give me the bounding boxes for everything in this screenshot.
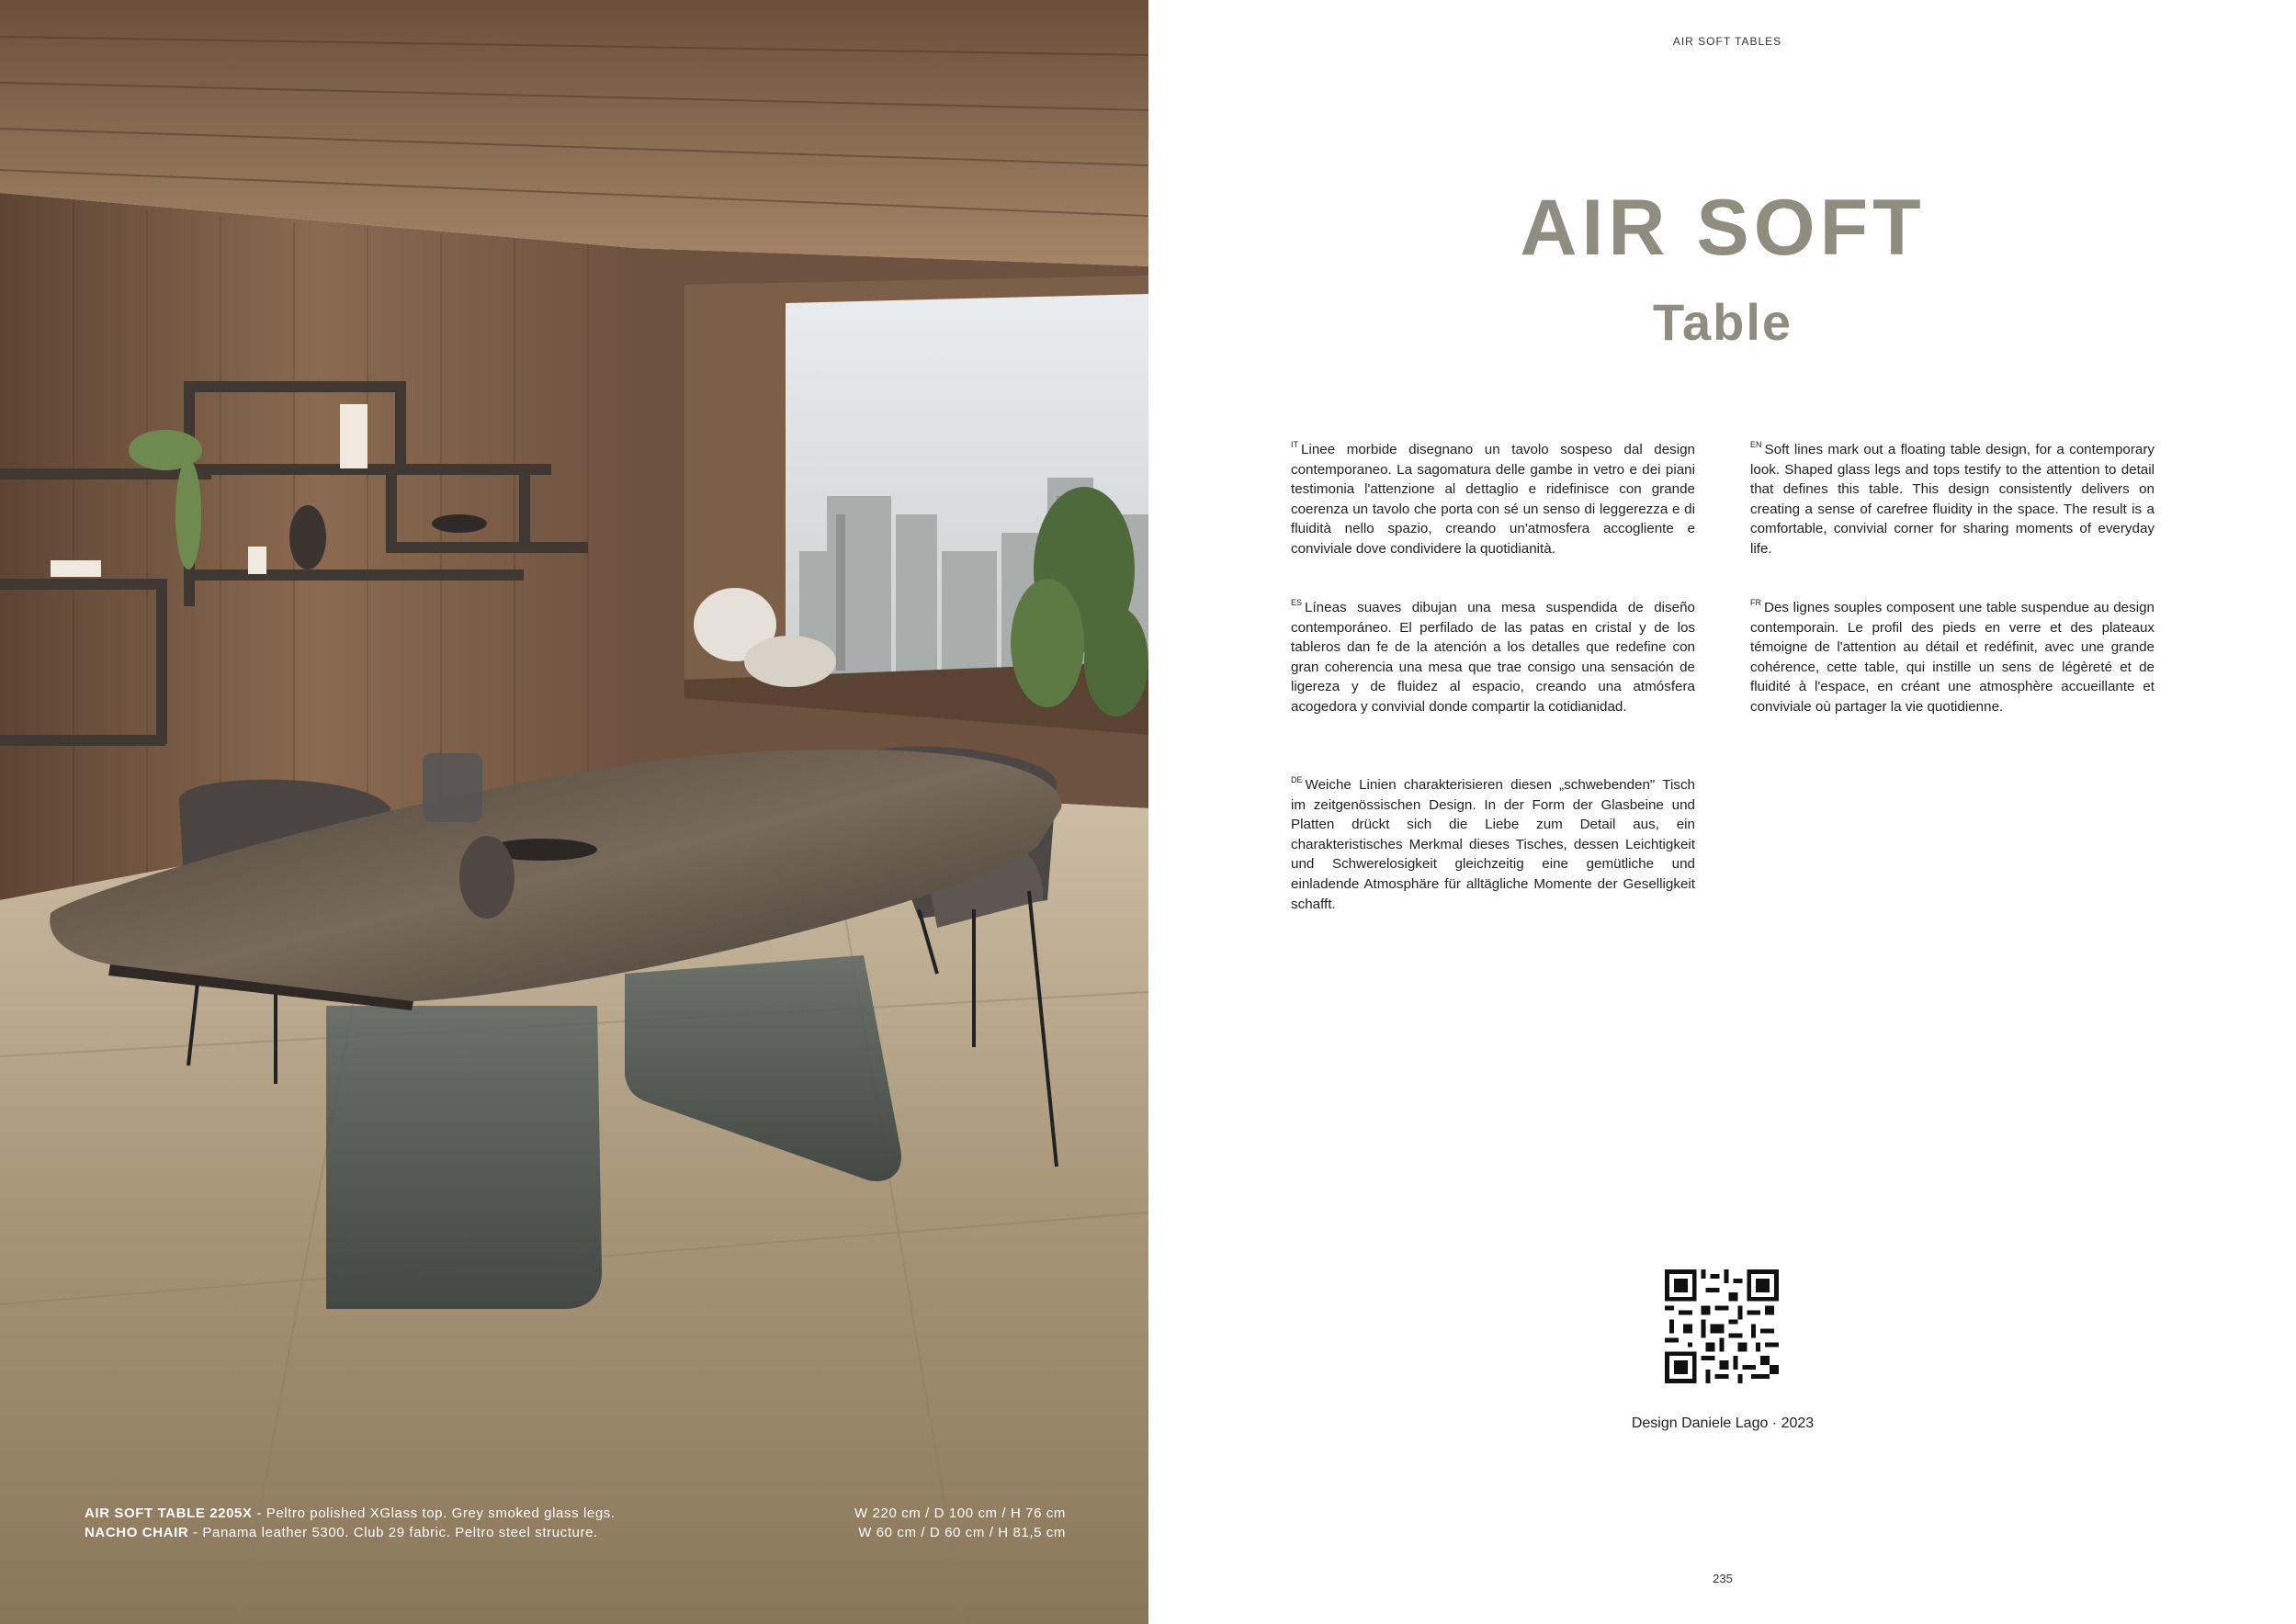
paragraph-text: Líneas suaves dibujan una mesa suspendida de diseño contemporáneo. El perfilado de las patas en cristal y de los tableros dan fe de la atención a los detalles que redefine con gran coherencia una mesa que trae consigo una sensación de ligereza y de fluidez al espacio, creando una atmósfera acogedora y convivial donde compartir la cotidianidad. [1291,600,1695,715]
chair-dimensions: W 60 cm / D 60 cm / H 81,5 cm [858,1525,1066,1540]
qr-code-icon[interactable] [1665,1269,1779,1383]
paragraph-german [1291,771,1695,914]
page-subtitle: Table [1652,293,1793,351]
chair-description: - Panama leather 5300. Club 29 fabric. Peltro steel structure. [188,1525,598,1540]
paragraph-french [1750,593,2155,717]
paragraph-text: Des lignes souples composent une table suspendue au design contemporain. Le profil des pieds en verre et des plateaux témoigne de l'attention au détail et redéfinit, avec une grande cohérence, cette table, qui instille un sens de légèreté et de fluidité à l'espace, en créant une atmosphère accueillante et conviviale où partager la vie quotidienne. [1750,600,2155,715]
table-dimensions: W 220 cm / D 100 cm / H 76 cm [854,1506,1066,1521]
paragraph-text: Linee morbide disegnano un tavolo sospeso dal design contemporaneo. La sagomatura delle gambe in vetro e dei piani testimonia l'attenzione al dettaglio e ridefinisce con grande coerenza un tavolo che porta con sé un senso di leggerezza e di fluidità nello spazio, creando un'atmosfera accogliente e conviviale dove condividere la quotidianità. [1291,442,1695,557]
chair-name: NACHO CHAIR [85,1525,189,1540]
paragraph-italian [1291,435,1695,559]
language-tag: DE [1291,775,1303,784]
dimensions-caption [827,1504,1066,1542]
language-tag: ES [1291,598,1303,607]
table-description: - Peltro polished XGlass top. Grey smoked glass legs. [252,1506,616,1521]
designer-credit: Design Daniele Lago · 2023 [1631,1415,1815,1431]
running-head: AIR SOFT TABLES [1672,35,1782,48]
paragraph-english [1750,435,2155,559]
product-caption [85,1504,654,1542]
page-number: 235 [1713,1572,1733,1585]
language-tag: FR [1750,598,1761,607]
paragraph-text: Weiche Linien charakterisieren diesen „schwebenden" Tisch im zeitgenössischen Design. In der Form der Glasbeine und Platten drückt sich die Liebe zum Detail aus, ein charakteristisches Merkmal dieses Tisches, dessen Leichtigkeit und Schwerelosigkeit gleichzeitig eine gemütliche und einladende Atmosphäre für alltägliche Momente der Geselligkeit schafft. [1291,777,1695,912]
language-tag: EN [1750,440,1762,449]
language-tag: IT [1291,440,1298,449]
paragraph-spanish [1291,593,1695,717]
table-name: AIR SOFT TABLE 2205X [85,1506,253,1521]
page-title: AIR SOFT [1520,184,1926,272]
paragraph-text: Soft lines mark out a floating table design, for a contemporary look. Shaped glass legs and tops testify to the attention to detail that defines this table. This design consistently delivers on creating a sense of carefree fluidity in the space. The result is a comfortable, convivial corner for sharing moments of everyday life. [1750,442,2155,557]
